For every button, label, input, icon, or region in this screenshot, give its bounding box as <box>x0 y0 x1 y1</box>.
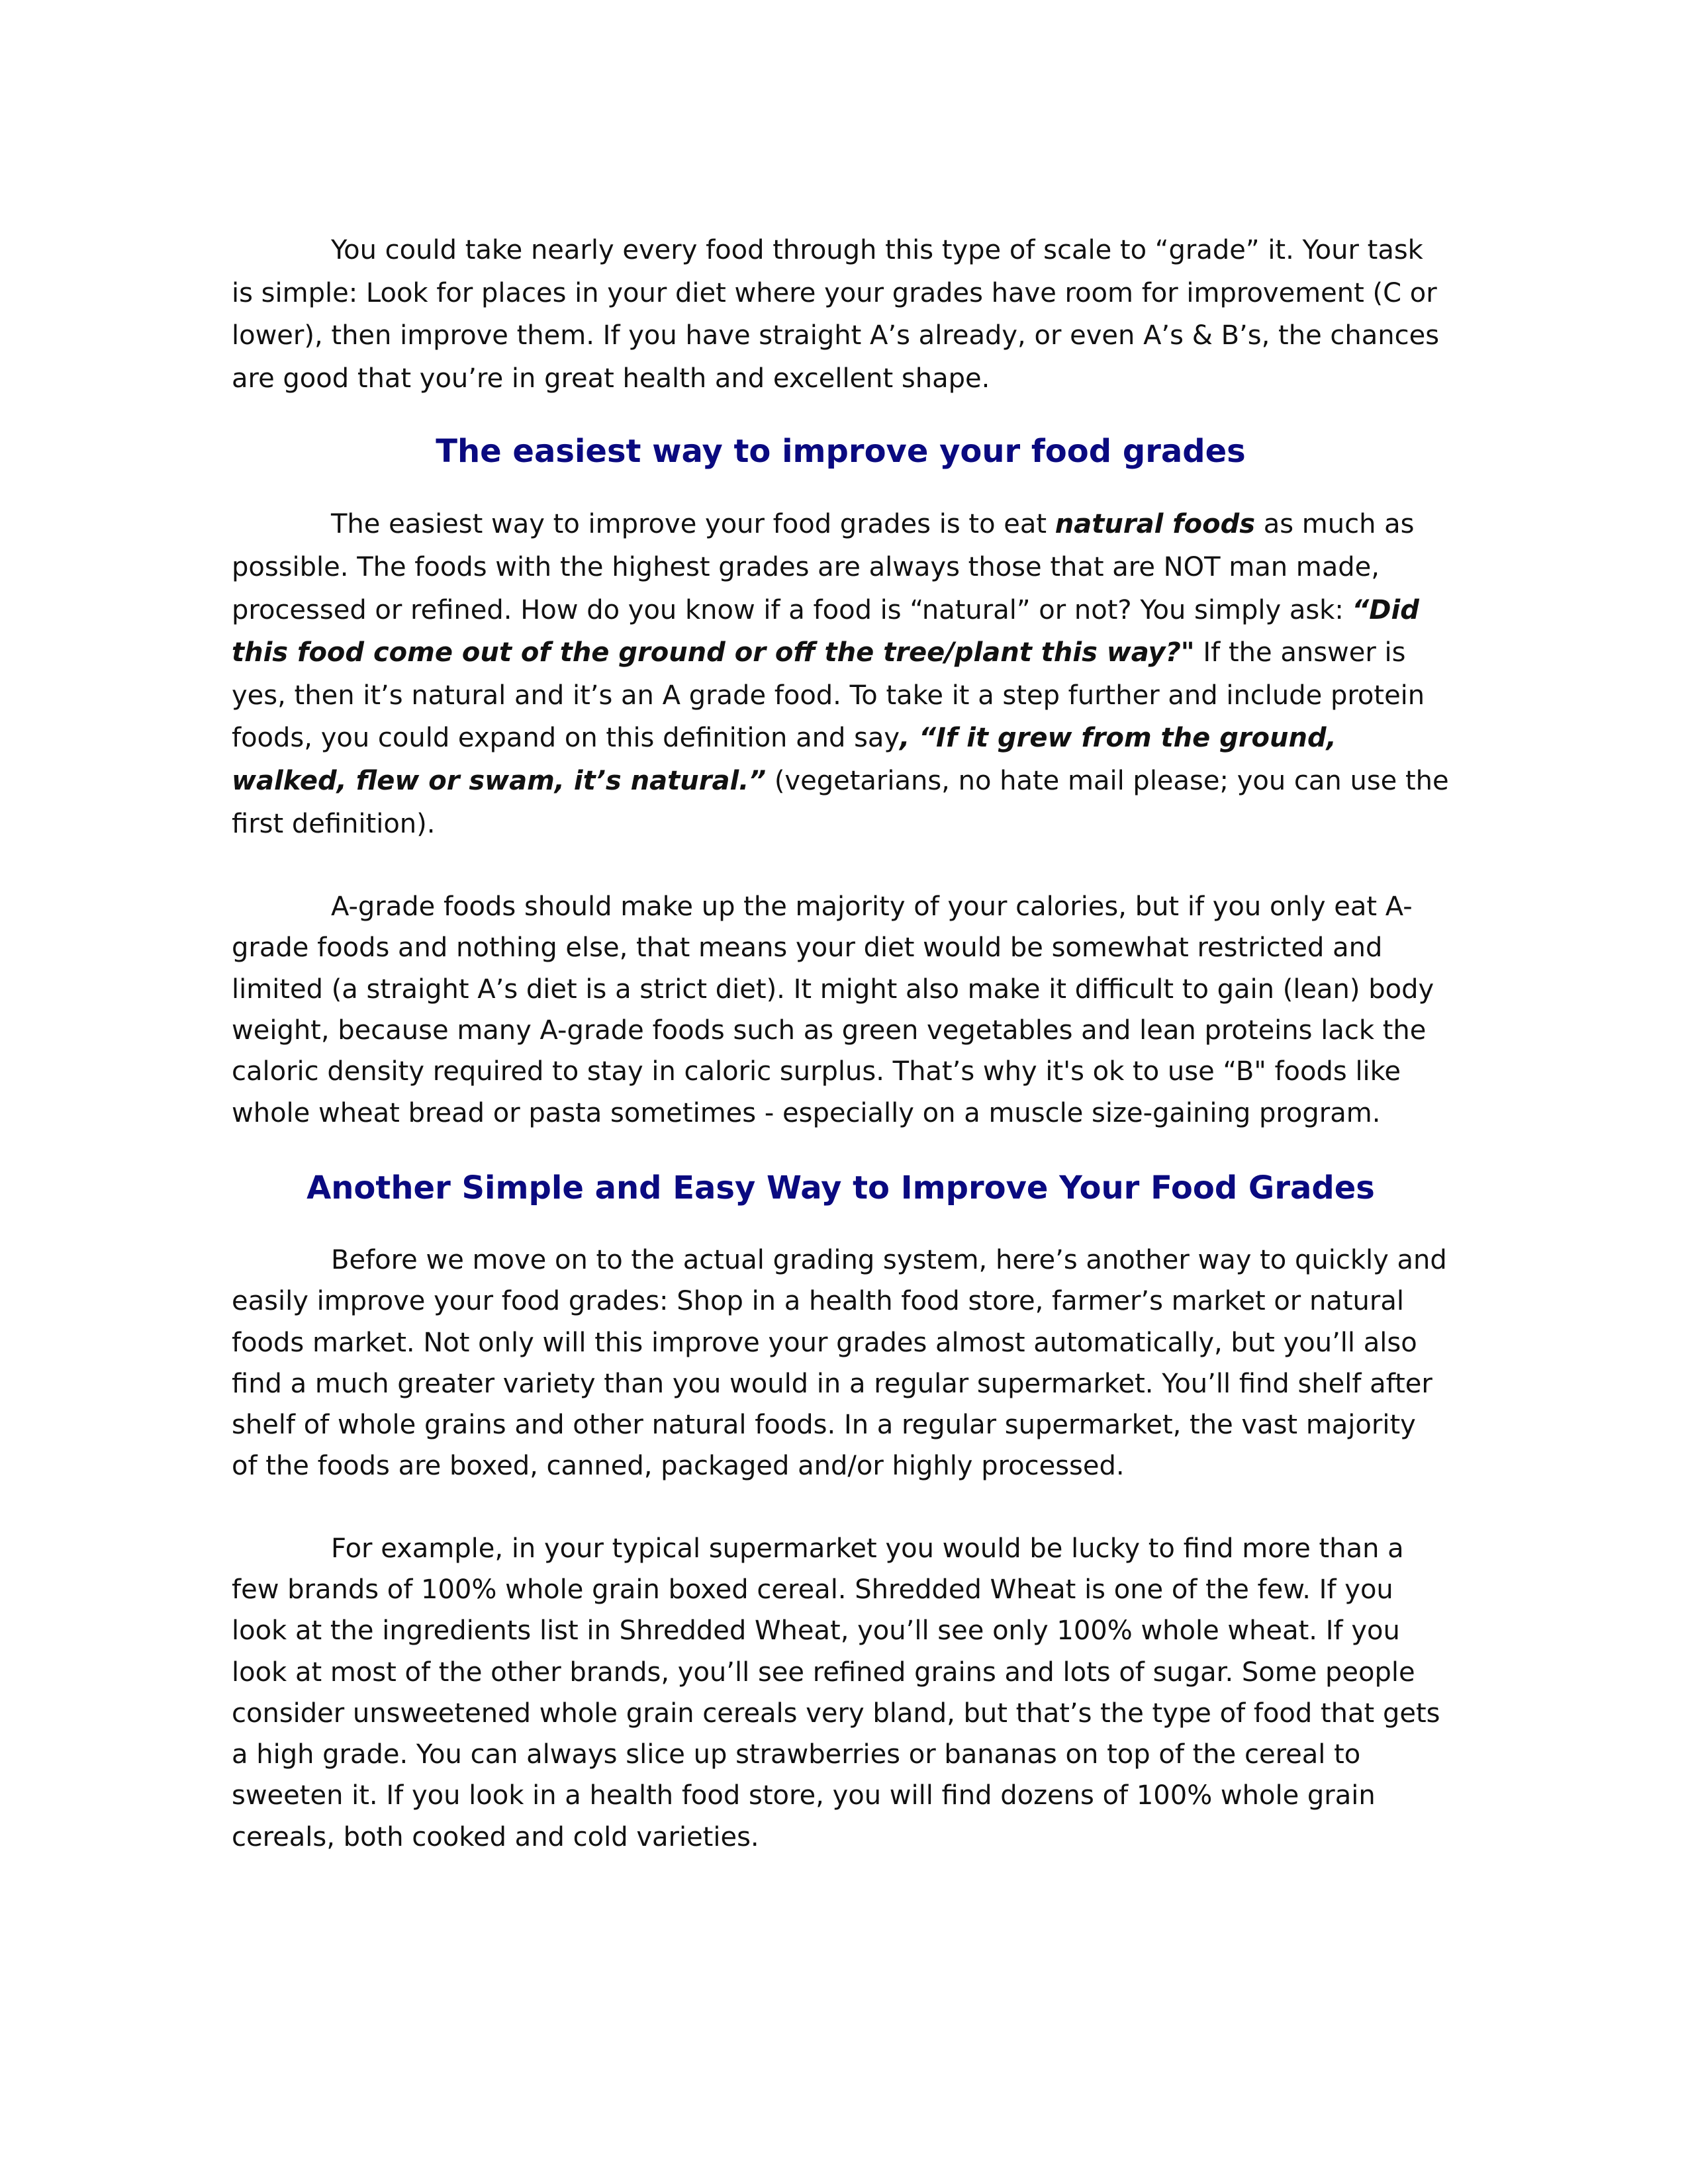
natural-foods-paragraph <box>232 503 1450 845</box>
health-food-store-paragraph: Before we move on to the actual grading system, here’s another way to quickly and easily improve your food grades: Shop in a health food store, farmer’s market or natural foods market. Not only will this improve your grades almost automatically, but you’ll also find a much greater variety than you would in a regular supermarket. You’ll find shelf after shelf of whole grains and other natural foods. In a regular supermarket, the vast majority of the foods are boxed, canned, packaged and/or highly processed. <box>232 1244 1447 1482</box>
paragraph-gap <box>232 1487 1450 1528</box>
section-heading-easiest-way: The easiest way to improve your food grades <box>436 433 1246 471</box>
paragraph-gap <box>232 845 1450 886</box>
text-run: The easiest way to improve your food grades is to eat <box>331 509 1055 540</box>
document-body <box>232 229 1450 1858</box>
text-run: If the answer is yes, then it’s natural and it’s an A grade food. To take it a step further and include protein foods, you could expand on this definition and say <box>232 637 1425 754</box>
emphasis-natural-foods: natural foods <box>1055 509 1256 540</box>
a-grade-paragraph: A-grade foods should make up the majority of your calories, but if you only eat A-grade foods and nothing else, that means your diet would be somewhat restricted and limited (a straight A’s diet is a strict diet). It might also make it difficult to gain (lean) body weight, because many A-grade foods such as green vegetables and lean proteins lack the caloric density required to stay in caloric surplus. That’s why it's ok to use “B" foods like whole wheat bread or pasta sometimes - especially on a muscle size-gaining program. <box>232 891 1434 1128</box>
section-heading-another-way: Another Simple and Easy Way to Improve Your Food Grades <box>306 1169 1375 1206</box>
intro-paragraph: You could take nearly every food through this type of scale to “grade” it. Your task is simple: Look for places in your diet where your grades have room for improvement (C or lower), then improve them. If you have straight A’s already, or even A’s & B’s, the chances are good that you’re in great health and excellent shape. <box>232 235 1440 394</box>
text-run: as much as possible. The foods with the highest grades are always those that are NOT man made, processed or refined. How do you know if a food is “natural” or not? You simply ask: <box>232 509 1415 625</box>
text-run: (vegetarians, no hate mail please; you can use the first definition). <box>232 765 1449 839</box>
emphasis-question: “Did this food come out of the ground or off the tree/plant this way?" <box>232 594 1419 668</box>
cereal-example-paragraph: For example, in your typical supermarket you would be lucky to find more than a few brands of 100% whole grain boxed cereal. Shredded Wheat is one of the few. If you look at the ingredients list in Shredded Wheat, you’ll see only 100% whole wheat. If you look at most of the other brands, you’ll see refined grains and lots of sugar. Some people consider unsweetened whole grain cereals very bland, but that’s the type of food that gets a high grade. You can always slice up strawberries or bananas on top of the cereal to sweeten it. If you look in a health food store, you will find dozens of 100% whole grain cereals, both cooked and cold varieties. <box>232 1533 1440 1852</box>
emphasis-definition: , “If it grew from the ground, walked, flew or swam, it’s natural.” <box>232 723 1336 796</box>
